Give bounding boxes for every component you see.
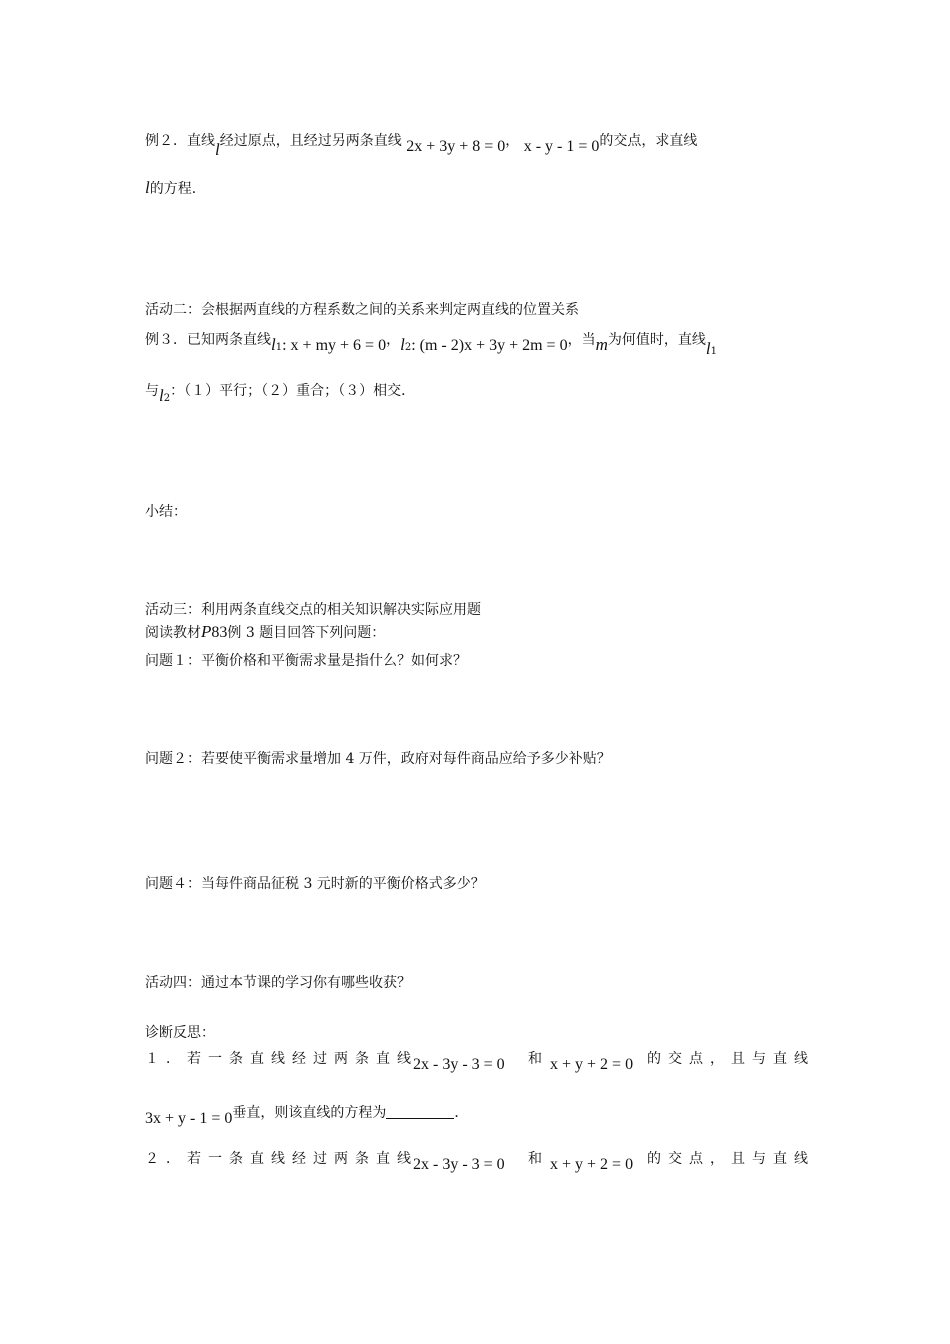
var-l: l xyxy=(145,178,150,197)
text: ２．若一条直线经过两条直线 xyxy=(145,1151,418,1167)
equation: 2x + 3y + 8 = 0 xyxy=(406,138,506,155)
text: 垂直，则该直线的方程为 xyxy=(232,1105,387,1121)
text: 经过原点，且经过另两条直线 xyxy=(219,133,402,149)
reflection-item-1-line-2 xyxy=(145,1103,469,1127)
text: 的方程． xyxy=(149,181,206,197)
equation: 2x - 3y - 3 = 0 xyxy=(413,1056,505,1073)
activity-3-title: 活动三：利用两条直线交点的相关知识解决实际应用题 xyxy=(145,602,481,618)
var-l2: l xyxy=(159,386,164,405)
activity-2-title: 活动二：会根据两直线的方程系数之间的关系来判定两直线的位置关系 xyxy=(145,302,579,318)
var-l1: l xyxy=(271,335,276,354)
text: 和 xyxy=(528,1151,542,1167)
question-1: 问题１：平衡价格和平衡需求量是指什么？如何求？ xyxy=(145,653,467,669)
example-3-line-2 xyxy=(145,380,415,403)
answer-blank[interactable] xyxy=(386,1104,454,1119)
text: 和 xyxy=(528,1051,542,1067)
example-2-line-1 xyxy=(145,130,698,159)
comma: ， xyxy=(505,133,520,149)
equation: 2x - 3y - 3 = 0 xyxy=(413,1156,505,1173)
subscript: 1 xyxy=(275,342,283,353)
example-2-label: 例２．直线 xyxy=(145,133,215,149)
equation: : x + my + 6 = 0 xyxy=(282,337,387,354)
text: ，当 xyxy=(567,332,596,348)
reading-instruction xyxy=(145,622,385,643)
example-2-line-2 xyxy=(145,178,206,199)
page-p: P xyxy=(201,622,212,641)
equation: x - y - 1 = 0 xyxy=(523,138,600,155)
question-4: 问题４：当每件商品征税 3 元时新的平衡价格式多少？ xyxy=(145,876,485,892)
subscript: 2 xyxy=(404,342,412,353)
example-3-line-1 xyxy=(145,329,717,358)
reflection-item-1-line-1 xyxy=(145,1049,815,1073)
equation: : (m - 2)x + 3y + 2m = 0 xyxy=(411,337,568,354)
text: 例 3 题目回答下列问题： xyxy=(227,625,386,641)
var-l: l xyxy=(215,140,220,159)
equation: x + y + 2 = 0 xyxy=(550,1056,634,1073)
text: 的交点，且与直线 xyxy=(647,1051,815,1067)
var-m: m xyxy=(595,335,608,354)
page-number: 83 xyxy=(211,624,228,641)
activity-4-title: 活动四：通过本节课的学习你有哪些收获？ xyxy=(145,975,411,991)
subscript: 1 xyxy=(710,346,717,357)
example-3-label: 例３．已知两条直线 xyxy=(145,332,271,348)
subscript: 2 xyxy=(163,393,171,404)
comma: ， xyxy=(386,332,401,348)
equation: x + y + 2 = 0 xyxy=(550,1156,634,1173)
equation: 3x + y - 1 = 0 xyxy=(145,1110,233,1127)
text: ：（１）平行；（２）重合；（３）相交． xyxy=(170,383,416,399)
text: 为何值时，直线 xyxy=(607,332,706,348)
var-l1: l xyxy=(705,339,711,358)
var-l2: l xyxy=(400,335,405,354)
summary-label: 小结： xyxy=(145,504,187,520)
text: １．若一条直线经过两条直线 xyxy=(145,1051,418,1067)
text: 的交点，且与直线 xyxy=(647,1151,815,1167)
text: 与 xyxy=(145,383,159,399)
text: ． xyxy=(454,1105,469,1121)
text: 的交点，求直线 xyxy=(599,133,698,149)
reflection-item-2-line-1 xyxy=(145,1149,815,1173)
reflection-title: 诊断反思： xyxy=(145,1025,215,1041)
text: 阅读教材 xyxy=(145,625,201,641)
question-2: 问题２：若要使平衡需求量增加 4 万件，政府对每件商品应给予多少补贴？ xyxy=(145,751,611,767)
